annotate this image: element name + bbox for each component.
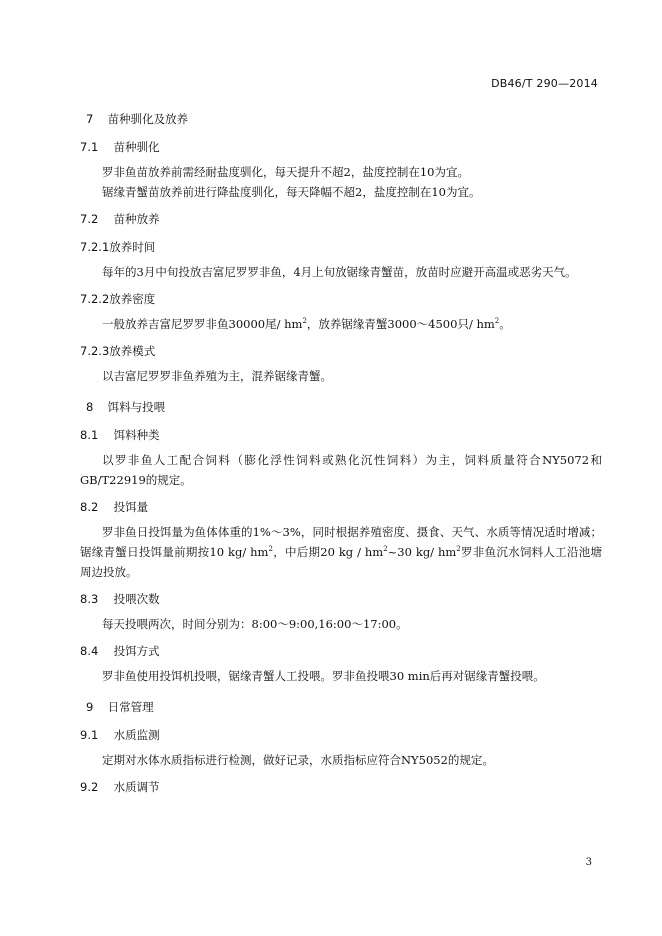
document-body: [80, 102, 602, 798]
section-number: 9: [86, 700, 94, 714]
section-title: 放养模式: [109, 344, 156, 358]
text-run: 罗非鱼日投饵量为鱼体体重的1%～3%，同时根据养殖密度、摄食、天气、水质等情况适时增减；锯缘青蟹日投饵量前期按10 kg/ hm: [80, 525, 602, 559]
document-id: DB46/T 290—2014: [491, 77, 598, 90]
section-number: 7.2.3: [80, 344, 110, 358]
section-number: 9.2: [80, 780, 99, 794]
section-heading: [86, 696, 602, 718]
section-number: 9.1: [80, 728, 99, 742]
section-heading: [86, 108, 602, 130]
section-title: 投饵量: [113, 500, 149, 514]
section-title: 水质监测: [113, 728, 160, 742]
subsection-heading: [80, 640, 602, 662]
subsection-heading: [80, 588, 602, 610]
superscript: 2: [456, 545, 461, 554]
paragraph: 罗非鱼使用投饵机投喂，锯缘青蟹人工投喂。罗非鱼投喂30 min后再对锯缘青蟹投喂。: [102, 669, 545, 683]
section-title: 日常管理: [107, 700, 154, 714]
paragraph: 锯缘青蟹苗放养前进行降盐度驯化，每天降幅不超2，盐度控制在10为宜。: [102, 185, 481, 199]
subsection-heading: [80, 424, 602, 446]
superscript: 2: [268, 545, 273, 554]
section-number: 8.4: [80, 644, 99, 658]
superscript: 2: [302, 317, 307, 326]
section-title: 饵料与投喂: [107, 400, 166, 414]
section-number: 7.2.2: [80, 292, 110, 306]
section-number: 7: [86, 112, 94, 126]
paragraph: [80, 522, 602, 582]
section-title: 水质调节: [113, 780, 160, 794]
subsection-heading: [80, 136, 602, 158]
section-title: 投喂次数: [113, 592, 160, 606]
subsubsection-heading: [80, 288, 602, 310]
paragraph: 每天投喂两次，时间分别为：8:00～9:00,16:00～17:00。: [102, 617, 408, 631]
superscript: 2: [494, 317, 500, 326]
text-run: 罗非鱼沉水饲料人工沿池塘周边投放。: [80, 545, 602, 579]
section-heading: [86, 396, 602, 418]
subsection-heading: [80, 776, 602, 798]
page-number: 3: [585, 857, 592, 868]
text-run: ~30 kg/ hm: [387, 545, 457, 559]
subsubsection-heading: [80, 340, 602, 362]
paragraph: 罗非鱼苗放养前需经耐盐度驯化，每天提升不超2，盐度控制在10为宜。: [102, 165, 469, 179]
paragraph: 每年的3月中旬投放吉富尼罗罗非鱼，4月上旬放锯缘青蟹苗，放苗时应避开高温或恶劣天气。: [102, 265, 577, 279]
subsection-heading: [80, 724, 602, 746]
paragraph: [80, 314, 602, 334]
section-title: 苗种放养: [113, 212, 160, 226]
subsection-heading: [80, 208, 602, 230]
section-number: 8.3: [80, 592, 99, 606]
section-number: 8.2: [80, 500, 99, 514]
subsubsection-heading: [80, 236, 602, 258]
paragraph: 定期对水体水质指标进行检测，做好记录，水质指标应符合NY5052的规定。: [102, 753, 494, 767]
section-number: 7.2.1: [80, 240, 110, 254]
subsection-heading: [80, 496, 602, 518]
paragraph: 以罗非鱼人工配合饲料（膨化浮性饲料或熟化沉性饲料）为主，饲料质量符合NY5072和GB/T22919的规定。: [80, 453, 602, 487]
text-run: ，放养锯缘青蟹3000～4500只/ hm: [306, 317, 495, 331]
paragraph: 以吉富尼罗罗非鱼养殖为主，混养锯缘青蟹。: [102, 369, 332, 383]
text-run: 一般放养吉富尼罗罗非鱼30000尾/ hm: [102, 317, 303, 331]
section-title: 投饵方式: [113, 644, 160, 658]
section-number: 8: [86, 400, 94, 414]
superscript: 2: [383, 545, 388, 554]
section-title: 苗种驯化及放养: [107, 112, 189, 126]
section-title: 饵料种类: [113, 428, 160, 442]
section-number: 7.1: [80, 140, 99, 154]
text-run: ，中后期20 kg / hm: [272, 545, 384, 559]
section-title: 放养时间: [109, 240, 156, 254]
section-title: 苗种驯化: [113, 140, 160, 154]
section-number: 8.1: [80, 428, 99, 442]
section-title: 放养密度: [109, 292, 156, 306]
section-number: 7.2: [80, 212, 99, 226]
text-run: 。: [499, 317, 511, 331]
